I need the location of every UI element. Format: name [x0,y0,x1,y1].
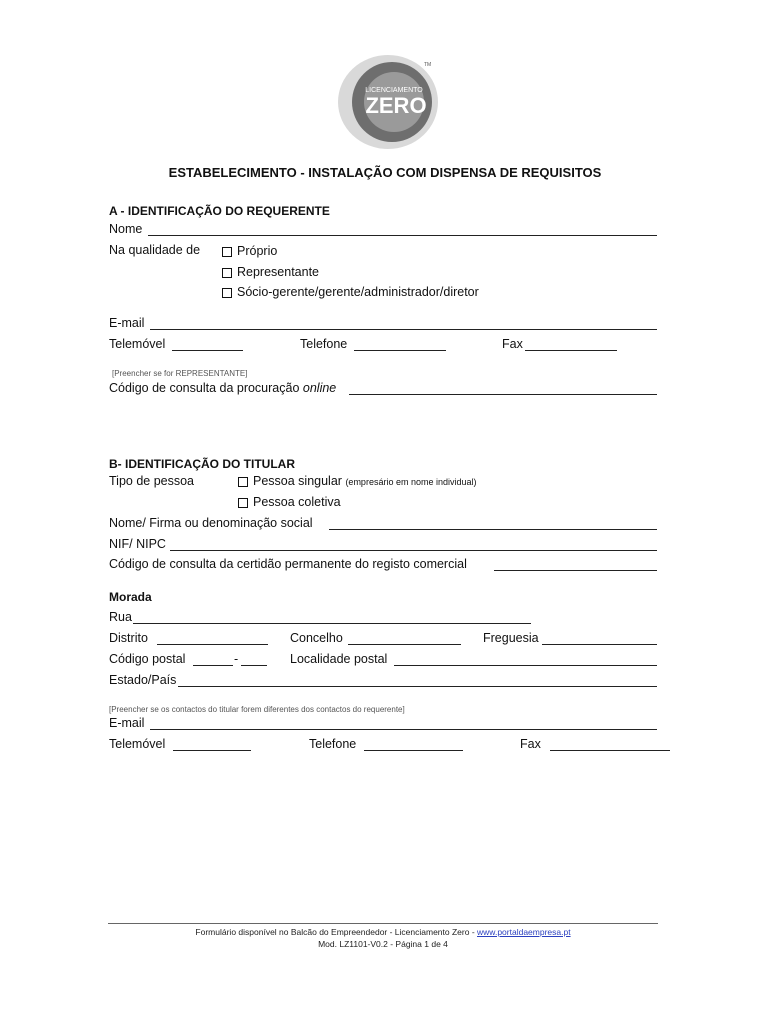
telemovel-label: Telemóvel [109,337,166,351]
titular-telefone-field[interactable] [364,750,463,751]
certidao-field[interactable] [494,570,657,571]
page-title: ESTABELECIMENTO - INSTALAÇÃO COM DISPENSA DE REQUISITOS [168,165,602,180]
codigo-postal-separator: - [234,652,239,666]
svg-text:LICENCIAMENTO: LICENCIAMENTO [365,87,423,94]
nome-firma-field[interactable] [329,529,657,530]
estado-pais-label: Estado/País [109,673,177,687]
codigo-postal-field-2[interactable] [241,665,267,666]
fax-field[interactable] [525,350,617,351]
representante-checkbox[interactable] [222,268,232,278]
titular-fax-label: Fax [520,737,541,751]
nif-field[interactable] [170,550,657,551]
morada-heading: Morada [109,590,152,604]
contactos-note: [Preencher se os contactos do titular forem diferentes dos contactos do requerente] [109,705,405,714]
licenciamento-zero-logo [336,52,440,152]
certidao-label: Código de consulta da certidão permanente do registo comercial [109,557,467,571]
freguesia-field[interactable] [542,644,657,645]
telefone-label: Telefone [300,337,348,351]
socio-gerente-checkbox[interactable] [222,288,232,298]
nome-field[interactable] [148,235,657,236]
pessoa-coletiva-label: Pessoa coletiva [253,495,341,509]
rua-label: Rua [109,610,132,624]
pessoa-coletiva-checkbox[interactable] [238,498,248,508]
telefone-field[interactable] [354,350,446,351]
email-label: E-mail [109,316,145,330]
codigo-postal-field-1[interactable] [193,665,233,666]
distrito-field[interactable] [157,644,268,645]
localidade-field[interactable] [394,665,657,666]
nome-label: Nome [109,222,143,236]
codigo-procuracao-label: Código de consulta da procuração online [109,381,337,395]
proprio-checkbox[interactable] [222,247,232,257]
svg-text:ZERO: ZERO [365,93,427,118]
section-b-heading: B- IDENTIFICAÇÃO DO TITULAR [109,457,295,471]
nif-label: NIF/ NIPC [109,537,166,551]
titular-email-label: E-mail [109,716,145,730]
titular-telefone-label: Telefone [309,737,357,751]
svg-text:TM: TM [424,62,432,68]
footer-line-1: Formulário disponível no Balcão do Empreendedor - Licenciamento Zero - www.portaldaempresa.pt [195,927,571,937]
footer-divider [108,923,658,924]
qualidade-label: Na qualidade de [109,243,201,257]
titular-email-field[interactable] [150,729,657,730]
portal-link[interactable]: www.portaldaempresa.pt [477,927,571,937]
tipo-pessoa-label: Tipo de pessoa [109,474,195,488]
section-a-heading: A - IDENTIFICAÇÃO DO REQUERENTE [109,204,330,218]
socio-gerente-label: Sócio-gerente/gerente/administrador/diretor [237,285,479,299]
nome-firma-label: Nome/ Firma ou denominação social [109,516,313,530]
pessoa-singular-label: Pessoa singular (empresário em nome individual) [253,474,477,488]
telemovel-field[interactable] [172,350,243,351]
concelho-field[interactable] [348,644,461,645]
representante-note: [Preencher se for REPRESENTANTE] [112,369,248,378]
distrito-label: Distrito [109,631,148,645]
titular-telemovel-field[interactable] [173,750,251,751]
footer-line-2: Mod. LZ1101-V0.2 - Página 1 de 4 [318,939,448,949]
freguesia-label: Freguesia [483,631,539,645]
proprio-label: Próprio [237,244,278,258]
rua-field[interactable] [133,623,531,624]
codigo-procuracao-field[interactable] [349,394,657,395]
titular-fax-field[interactable] [550,750,670,751]
codigo-postal-label: Código postal [109,652,186,666]
concelho-label: Concelho [290,631,343,645]
email-field[interactable] [150,329,657,330]
representante-label: Representante [237,265,320,279]
pessoa-singular-checkbox[interactable] [238,477,248,487]
localidade-label: Localidade postal [290,652,388,666]
estado-pais-field[interactable] [178,686,657,687]
fax-label: Fax [502,337,523,351]
titular-telemovel-label: Telemóvel [109,737,166,751]
